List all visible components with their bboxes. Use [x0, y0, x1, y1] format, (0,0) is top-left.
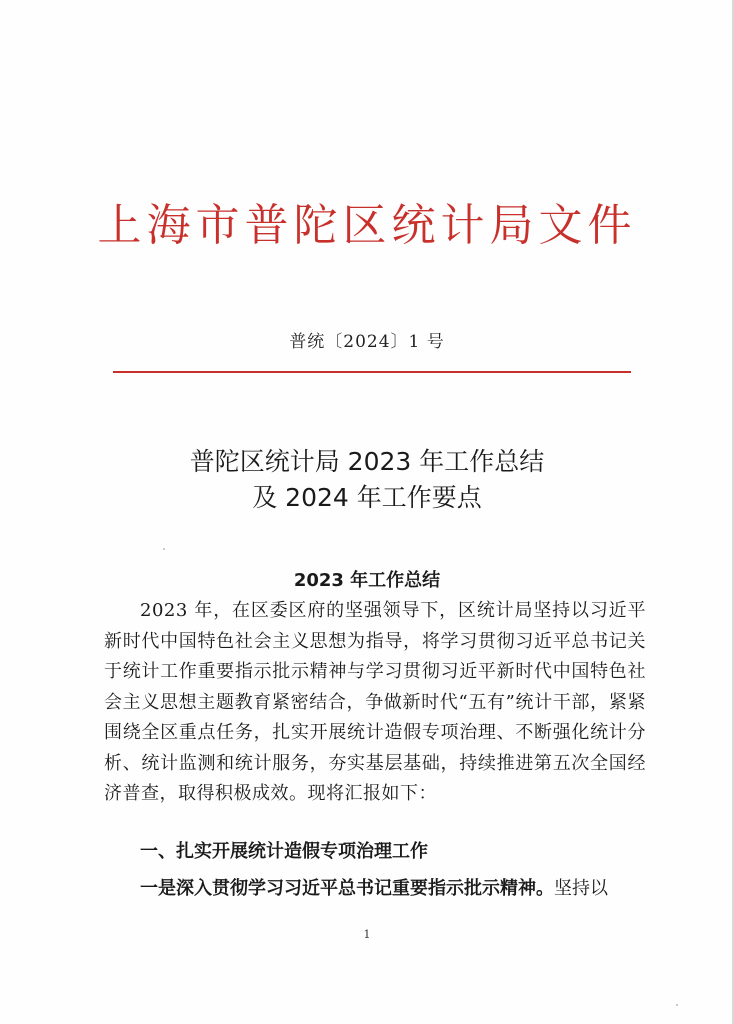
scan-speck [163, 548, 165, 550]
sub-paragraph-lead: 一是深入贯彻学习习近平总书记重要指示批示精神。 [140, 878, 554, 899]
heading-one: 一、扎实开展统计造假专项治理工作 [140, 841, 428, 862]
issuer-header: 上海市普陀区统计局文件 [97, 200, 637, 251]
intro-paragraph: 2023 年，在区委区府的坚强领导下，区统计局坚持以习近平新时代中国特色社会主义思想为指导，将学习贯彻习近平总书记关于统计工作重要指示批示精神与学习贯彻习近平新时代中国特色社会主义思想主题教育紧密结合，争做新时代“五有”统计干部，紧紧围绕全区重点任务，扎实开展统计造假专项治理、不断强化统计分析、统计监测和统计服务，夯实基层基础，持续推进第五次全国经济普查，取得积极成效。现将汇报如下： [104, 600, 646, 804]
sub-paragraph [104, 874, 646, 904]
page-number: 1 [363, 928, 371, 941]
document-title [0, 444, 734, 516]
title-line-2: 及 2024 年工作要点 [252, 483, 482, 512]
section-title: 2023 年工作总结 [293, 570, 441, 591]
scan-speck [676, 1004, 678, 1006]
document-number: 普统〔2024〕1 号 [289, 332, 445, 352]
sub-paragraph-rest: 坚持以 [554, 878, 608, 899]
title-line-1: 普陀区统计局 2023 年工作总结 [189, 447, 545, 476]
red-separator-line [113, 371, 631, 373]
